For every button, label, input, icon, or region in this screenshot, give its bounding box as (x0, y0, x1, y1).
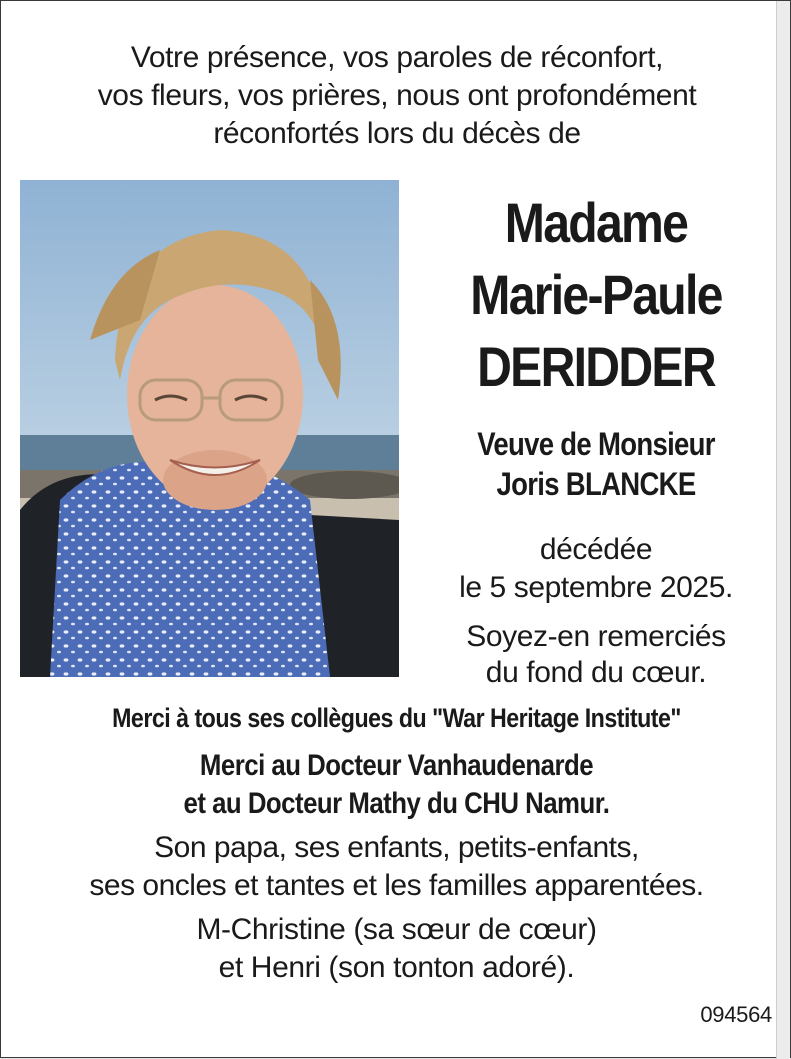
thanks-heart-line-1: Soyez-en remerciés (466, 620, 726, 653)
spouse-line-2: Joris BLANCKE (496, 466, 696, 502)
deceased-title: Madame (504, 191, 688, 254)
thanks-heart-line-2: du fond du cœur. (485, 656, 707, 689)
death-line-1: décédée (539, 533, 653, 566)
deceased-last-name: DERIDDER (477, 335, 715, 398)
portrait-photo-icon (20, 180, 399, 677)
death-date (406, 531, 786, 607)
intro-line-3: réconfortés lors du décès de (213, 117, 581, 150)
friends-line-2: et Henri (son tonton adoré). (218, 951, 575, 984)
thanks-colleagues: Merci à tous ses collègues du "War Heritage Institute" (112, 703, 681, 733)
side-strip (776, 1, 790, 1059)
deceased-name (406, 187, 786, 403)
reference-number: 094564 (700, 1002, 772, 1027)
family-signature (11, 829, 782, 905)
friends-signature (11, 911, 782, 987)
deceased-first-name: Marie-Paule (470, 263, 722, 326)
death-line-2: le 5 septembre 2025. (459, 571, 733, 604)
spouse-info (433, 424, 760, 504)
family-line-1: Son papa, ses enfants, petits-enfants, (154, 831, 639, 864)
portrait-photo (20, 180, 399, 677)
intro-text (21, 39, 773, 153)
intro-line-2: vos fleurs, vos prières, nous ont profondément (97, 79, 697, 112)
spouse-line-1: Veuve de Monsieur (477, 426, 715, 462)
intro-line-1: Votre présence, vos paroles de réconfort, (130, 41, 664, 74)
thanks-doctor-2: et au Docteur Mathy du CHU Namur. (183, 787, 610, 820)
thanks-doctors (65, 747, 728, 823)
thanks-doctor-1: Merci au Docteur Vanhaudenarde (199, 749, 594, 782)
family-line-2: ses oncles et tantes et les familles apparentées. (89, 869, 704, 902)
thanks-heart (406, 619, 786, 691)
friends-line-1: M-Christine (sa sœur de cœur) (196, 913, 597, 946)
